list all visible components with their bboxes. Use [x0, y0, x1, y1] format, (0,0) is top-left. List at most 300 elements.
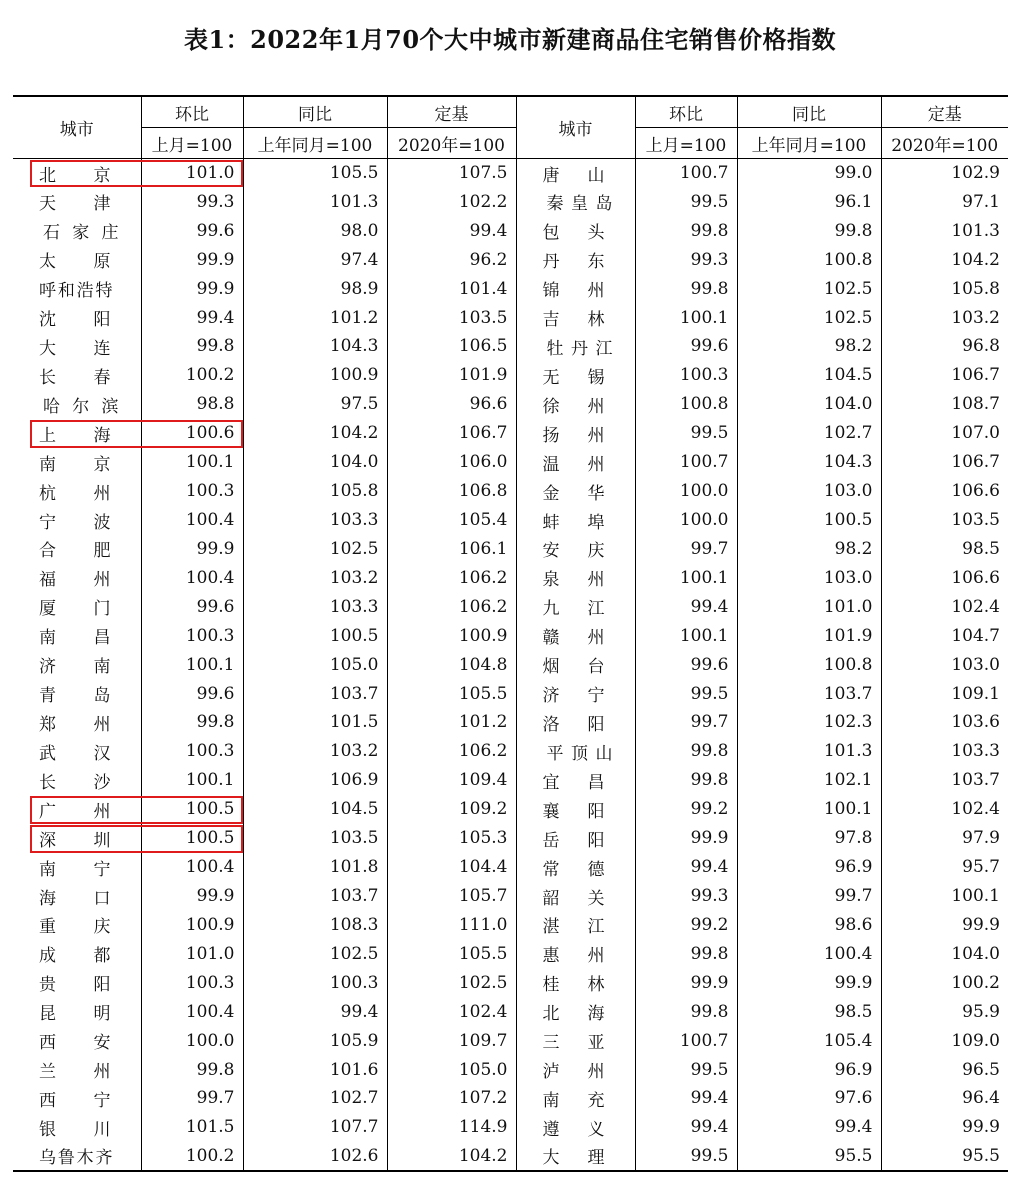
city-cell — [13, 245, 141, 274]
mom-value: 100.2 — [141, 1142, 243, 1171]
base-value: 101.3 — [951, 220, 1000, 241]
city-cell — [516, 679, 635, 708]
city-name: 吉 林 — [542, 310, 605, 331]
mom-value: 100.4 — [141, 853, 243, 882]
city-cell — [516, 910, 635, 939]
header-yoy-sub-left: 上年同月=100 — [243, 128, 387, 159]
yoy-value: 103.2 — [243, 563, 387, 592]
yoy-value: 99.4 — [737, 1113, 881, 1142]
city-cell — [516, 592, 635, 621]
city-cell — [13, 1055, 141, 1084]
yoy-value: 102.7 — [243, 1084, 387, 1113]
header-yoy-sub-right: 上年同月=100 — [737, 128, 881, 159]
mom-value: 99.5 — [635, 679, 737, 708]
table-row — [13, 650, 1008, 679]
city-cell — [13, 910, 141, 939]
city-cell — [13, 419, 141, 448]
base-value: 104.0 — [951, 943, 1000, 964]
mom-value: 99.7 — [635, 708, 737, 737]
city-cell — [13, 187, 141, 216]
city-cell — [13, 853, 141, 882]
mom-value: 99.7 — [635, 534, 737, 563]
table-row — [13, 1142, 1008, 1171]
table-row — [13, 621, 1008, 650]
city-cell — [516, 361, 635, 390]
mom-value: 99.9 — [635, 968, 737, 997]
base-value: 107.0 — [951, 423, 1000, 444]
table-row — [13, 853, 1008, 882]
city-cell — [516, 332, 635, 361]
city-cell — [13, 679, 141, 708]
mom-value: 99.8 — [635, 939, 737, 968]
city-cell — [516, 159, 635, 188]
city-cell — [516, 795, 635, 824]
city-name: 郑 州 — [39, 714, 111, 735]
table-row — [13, 477, 1008, 506]
city-cell — [13, 448, 141, 477]
city-name: 安 庆 — [542, 541, 605, 562]
table-row — [13, 361, 1008, 390]
yoy-value: 98.2 — [737, 332, 881, 361]
base-value: 106.2 — [387, 563, 516, 592]
city-cell — [516, 1084, 635, 1113]
city-cell — [13, 303, 141, 332]
base-value: 101.2 — [387, 708, 516, 737]
yoy-value: 104.3 — [737, 448, 881, 477]
city-name: 长 沙 — [39, 772, 111, 793]
yoy-value: 105.0 — [243, 650, 387, 679]
base-value: 106.8 — [387, 477, 516, 506]
header-base-right: 定基 — [927, 104, 962, 125]
header-yoy-right: 同比 — [737, 96, 881, 128]
yoy-value: 103.0 — [737, 563, 881, 592]
city-name: 青 岛 — [39, 686, 111, 707]
city-cell — [516, 1026, 635, 1055]
base-value: 95.5 — [962, 1145, 1000, 1166]
city-name: 金 华 — [542, 483, 605, 504]
city-cell — [516, 650, 635, 679]
table-row — [13, 679, 1008, 708]
base-value: 106.6 — [951, 481, 1000, 502]
city-name: 南 宁 — [39, 859, 111, 880]
mom-value: 99.8 — [141, 708, 243, 737]
base-value: 104.7 — [951, 625, 1000, 646]
city-name: 岳 阳 — [542, 830, 605, 851]
mom-value: 99.9 — [141, 882, 243, 911]
city-name: 宁 波 — [39, 512, 111, 533]
base-value: 106.7 — [387, 419, 516, 448]
city-name: 锦 州 — [542, 281, 605, 302]
city-name: 大 理 — [542, 1148, 605, 1169]
yoy-value: 99.8 — [737, 216, 881, 245]
yoy-value: 98.6 — [737, 910, 881, 939]
mom-value: 99.4 — [635, 592, 737, 621]
city-name: 丹 东 — [542, 252, 605, 273]
yoy-value: 99.4 — [243, 997, 387, 1026]
mom-value: 100.1 — [635, 621, 737, 650]
city-name: 西 宁 — [39, 1090, 111, 1111]
mom-value: 101.0 — [141, 159, 243, 188]
table-row — [13, 563, 1008, 592]
base-value: 107.5 — [387, 159, 516, 188]
yoy-value: 105.4 — [737, 1026, 881, 1055]
city-cell — [516, 882, 635, 911]
yoy-value: 103.2 — [243, 737, 387, 766]
city-cell — [13, 1026, 141, 1055]
yoy-value: 98.2 — [737, 534, 881, 563]
mom-value: 99.5 — [635, 1055, 737, 1084]
yoy-value: 102.1 — [737, 766, 881, 795]
mom-value: 100.7 — [635, 159, 737, 188]
city-cell — [516, 477, 635, 506]
mom-value: 100.4 — [141, 563, 243, 592]
city-cell — [13, 824, 141, 853]
city-cell — [516, 303, 635, 332]
yoy-value: 102.5 — [737, 274, 881, 303]
city-name: 牡 丹 江 — [546, 338, 613, 359]
yoy-value: 105.8 — [243, 477, 387, 506]
yoy-value: 105.9 — [243, 1026, 387, 1055]
yoy-value: 97.4 — [243, 245, 387, 274]
yoy-value: 96.9 — [737, 1055, 881, 1084]
base-value: 114.9 — [387, 1113, 516, 1142]
yoy-value: 100.8 — [737, 650, 881, 679]
base-value: 106.7 — [951, 365, 1000, 386]
mom-value: 99.2 — [635, 795, 737, 824]
mom-value: 100.1 — [635, 303, 737, 332]
base-value: 105.5 — [387, 939, 516, 968]
mom-value: 99.4 — [635, 1084, 737, 1113]
mom-value: 99.8 — [141, 1055, 243, 1084]
mom-value: 99.8 — [141, 332, 243, 361]
mom-value: 100.4 — [141, 997, 243, 1026]
city-name: 宜 昌 — [542, 772, 605, 793]
base-value: 104.8 — [387, 650, 516, 679]
city-cell — [13, 592, 141, 621]
yoy-value: 104.0 — [737, 390, 881, 419]
yoy-value: 104.3 — [243, 332, 387, 361]
mom-value: 100.0 — [141, 1026, 243, 1055]
city-cell — [516, 737, 635, 766]
city-cell — [13, 766, 141, 795]
city-name: 大 连 — [39, 338, 111, 359]
yoy-value: 107.7 — [243, 1113, 387, 1142]
yoy-value: 102.5 — [243, 534, 387, 563]
base-value: 106.7 — [951, 452, 1000, 473]
mom-value: 100.1 — [141, 448, 243, 477]
mom-value: 99.8 — [635, 737, 737, 766]
base-value: 106.5 — [387, 332, 516, 361]
table-row — [13, 824, 1008, 853]
city-name: 深 圳 — [39, 830, 111, 851]
mom-value: 100.8 — [635, 390, 737, 419]
base-value: 96.2 — [387, 245, 516, 274]
city-cell — [13, 216, 141, 245]
yoy-value: 101.3 — [243, 187, 387, 216]
mom-value: 99.5 — [635, 187, 737, 216]
table-row — [13, 187, 1008, 216]
mom-value: 99.6 — [635, 332, 737, 361]
base-value: 96.8 — [962, 336, 1000, 357]
table-row — [13, 592, 1008, 621]
yoy-value: 99.9 — [737, 968, 881, 997]
city-name: 徐 州 — [542, 396, 605, 417]
city-name: 昆 明 — [39, 1004, 111, 1025]
yoy-value: 103.0 — [737, 477, 881, 506]
yoy-value: 96.9 — [737, 853, 881, 882]
base-value: 109.7 — [387, 1026, 516, 1055]
yoy-value: 99.0 — [737, 159, 881, 188]
base-value: 102.5 — [387, 968, 516, 997]
header-mom-right: 环比 — [635, 96, 737, 128]
base-value: 105.8 — [951, 278, 1000, 299]
base-value: 106.1 — [387, 534, 516, 563]
mom-value: 100.7 — [635, 448, 737, 477]
mom-value: 99.6 — [635, 650, 737, 679]
yoy-value: 100.5 — [737, 506, 881, 535]
yoy-value: 103.7 — [737, 679, 881, 708]
header-base-sub-right: 2020年=100 — [881, 128, 1008, 159]
base-value: 106.0 — [387, 448, 516, 477]
mom-value: 99.9 — [141, 245, 243, 274]
base-value: 104.2 — [951, 249, 1000, 270]
yoy-value: 100.8 — [737, 245, 881, 274]
table-row — [13, 1055, 1008, 1084]
city-name: 银 川 — [39, 1119, 111, 1140]
city-name: 杭 州 — [39, 483, 111, 504]
base-value: 103.0 — [951, 654, 1000, 675]
city-name: 泸 州 — [542, 1062, 605, 1083]
city-name: 兰 州 — [39, 1062, 111, 1083]
city-name: 长 春 — [39, 367, 111, 388]
mom-value: 99.6 — [141, 216, 243, 245]
mom-value: 100.3 — [141, 737, 243, 766]
city-cell — [13, 795, 141, 824]
mom-value: 99.8 — [635, 216, 737, 245]
mom-value: 99.4 — [141, 303, 243, 332]
base-value: 102.4 — [951, 596, 1000, 617]
city-name: 温 州 — [542, 454, 605, 475]
table-row — [13, 390, 1008, 419]
city-name: 重 庆 — [39, 917, 111, 938]
city-name: 成 都 — [39, 946, 111, 967]
base-value: 103.6 — [951, 712, 1000, 733]
base-value: 105.5 — [387, 679, 516, 708]
city-name: 韶 关 — [542, 888, 605, 909]
yoy-value: 104.2 — [243, 419, 387, 448]
mom-value: 99.9 — [635, 824, 737, 853]
city-name: 北 京 — [39, 165, 111, 186]
city-cell — [516, 534, 635, 563]
table-row — [13, 159, 1008, 188]
base-value: 106.2 — [387, 592, 516, 621]
city-name: 哈 尔 滨 — [43, 396, 119, 417]
city-name: 石 家 庄 — [43, 223, 119, 244]
yoy-value: 100.1 — [737, 795, 881, 824]
yoy-value: 101.9 — [737, 621, 881, 650]
yoy-value: 101.0 — [737, 592, 881, 621]
city-name: 包 头 — [542, 223, 605, 244]
base-value: 104.4 — [387, 853, 516, 882]
table-row — [13, 939, 1008, 968]
mom-value: 99.5 — [635, 419, 737, 448]
base-value: 106.6 — [951, 567, 1000, 588]
base-value: 105.3 — [387, 824, 516, 853]
city-cell — [516, 766, 635, 795]
city-name: 呼 和 浩 特 — [39, 281, 113, 302]
yoy-value: 103.3 — [243, 506, 387, 535]
table-row — [13, 795, 1008, 824]
city-name: 南 京 — [39, 454, 111, 475]
yoy-value: 99.7 — [737, 882, 881, 911]
city-cell — [516, 563, 635, 592]
city-cell — [516, 419, 635, 448]
mom-value: 99.9 — [141, 534, 243, 563]
city-cell — [13, 159, 141, 188]
city-cell — [516, 1055, 635, 1084]
header-mom-sub-right: 上月=100 — [635, 128, 737, 159]
mom-value: 99.3 — [635, 882, 737, 911]
base-value: 102.4 — [387, 997, 516, 1026]
mom-value: 100.3 — [635, 361, 737, 390]
base-value: 104.2 — [387, 1142, 516, 1171]
table-row — [13, 506, 1008, 535]
base-value: 96.6 — [387, 390, 516, 419]
yoy-value: 103.5 — [243, 824, 387, 853]
city-cell — [13, 708, 141, 737]
mom-value: 99.6 — [141, 592, 243, 621]
base-value: 95.9 — [962, 1001, 1000, 1022]
header-base-left: 定基 — [387, 96, 516, 128]
city-cell — [516, 187, 635, 216]
city-cell — [516, 939, 635, 968]
base-value: 108.7 — [951, 394, 1000, 415]
mom-value: 100.5 — [141, 824, 243, 853]
city-cell — [13, 332, 141, 361]
yoy-value: 101.3 — [737, 737, 881, 766]
city-name: 贵 阳 — [39, 975, 111, 996]
city-cell — [516, 1113, 635, 1142]
city-name: 桂 林 — [542, 975, 605, 996]
base-value: 103.7 — [951, 770, 1000, 791]
mom-value: 98.8 — [141, 390, 243, 419]
yoy-value: 104.0 — [243, 448, 387, 477]
city-cell — [13, 361, 141, 390]
yoy-value: 101.5 — [243, 708, 387, 737]
city-name: 烟 台 — [542, 657, 605, 678]
yoy-value: 100.9 — [243, 361, 387, 390]
base-value: 106.2 — [387, 737, 516, 766]
mom-value: 99.6 — [141, 679, 243, 708]
mom-value: 100.2 — [141, 361, 243, 390]
mom-value: 100.1 — [635, 563, 737, 592]
city-name: 南 昌 — [39, 628, 111, 649]
table-row — [13, 1026, 1008, 1055]
table-row — [13, 216, 1008, 245]
base-value: 99.9 — [962, 914, 1000, 935]
yoy-value: 101.8 — [243, 853, 387, 882]
city-cell — [516, 621, 635, 650]
city-name: 湛 江 — [542, 917, 605, 938]
base-value: 100.2 — [951, 972, 1000, 993]
city-cell — [516, 1142, 635, 1171]
table-row — [13, 1084, 1008, 1113]
mom-value: 99.8 — [635, 274, 737, 303]
city-cell — [13, 1142, 141, 1171]
city-name: 扬 州 — [542, 425, 605, 446]
city-name: 洛 阳 — [542, 714, 605, 735]
table-row — [13, 534, 1008, 563]
yoy-value: 95.5 — [737, 1142, 881, 1171]
yoy-value: 100.3 — [243, 968, 387, 997]
city-cell — [516, 448, 635, 477]
mom-value: 100.3 — [141, 477, 243, 506]
header-city-left: 城市 — [13, 96, 141, 159]
table-row — [13, 419, 1008, 448]
mom-value: 100.3 — [141, 968, 243, 997]
yoy-value: 103.7 — [243, 679, 387, 708]
city-name: 海 口 — [39, 888, 111, 909]
table-row — [13, 997, 1008, 1026]
city-name: 上 海 — [39, 425, 111, 446]
city-name: 北 海 — [542, 1004, 605, 1025]
base-value: 109.4 — [387, 766, 516, 795]
mom-value: 100.0 — [635, 477, 737, 506]
city-cell — [13, 1113, 141, 1142]
base-value: 111.0 — [387, 910, 516, 939]
city-cell — [13, 650, 141, 679]
city-name: 襄 阳 — [542, 801, 605, 822]
city-cell — [516, 245, 635, 274]
city-cell — [13, 506, 141, 535]
base-value: 102.2 — [387, 187, 516, 216]
table-row — [13, 448, 1008, 477]
yoy-value: 100.4 — [737, 939, 881, 968]
base-value: 102.4 — [951, 799, 1000, 820]
mom-value: 100.5 — [141, 795, 243, 824]
base-value: 101.4 — [387, 274, 516, 303]
city-cell — [13, 563, 141, 592]
city-cell — [516, 274, 635, 303]
table-row — [13, 1113, 1008, 1142]
base-value: 97.1 — [962, 191, 1000, 212]
base-value: 99.4 — [387, 216, 516, 245]
header-base-sub-left: 2020年=100 — [387, 128, 516, 159]
base-value: 102.9 — [951, 163, 1000, 184]
header-mom-left: 环比 — [141, 96, 243, 128]
city-name: 沈 阳 — [39, 310, 111, 331]
city-name: 惠 州 — [542, 946, 605, 967]
base-value: 95.7 — [962, 857, 1000, 878]
city-name: 济 南 — [39, 657, 111, 678]
base-value: 103.2 — [951, 307, 1000, 328]
base-value: 109.1 — [951, 683, 1000, 704]
city-name: 广 州 — [39, 801, 111, 822]
city-name: 无 锡 — [542, 367, 605, 388]
yoy-value: 103.7 — [243, 882, 387, 911]
base-value: 97.9 — [962, 828, 1000, 849]
city-cell — [13, 968, 141, 997]
mom-value: 99.7 — [141, 1084, 243, 1113]
city-name: 遵 义 — [542, 1119, 605, 1140]
yoy-value: 106.9 — [243, 766, 387, 795]
base-value: 107.2 — [387, 1084, 516, 1113]
city-name: 太 原 — [39, 252, 111, 273]
yoy-value: 105.5 — [243, 159, 387, 188]
city-name: 唐 山 — [542, 165, 605, 186]
table-row — [13, 332, 1008, 361]
base-value: 100.9 — [387, 621, 516, 650]
